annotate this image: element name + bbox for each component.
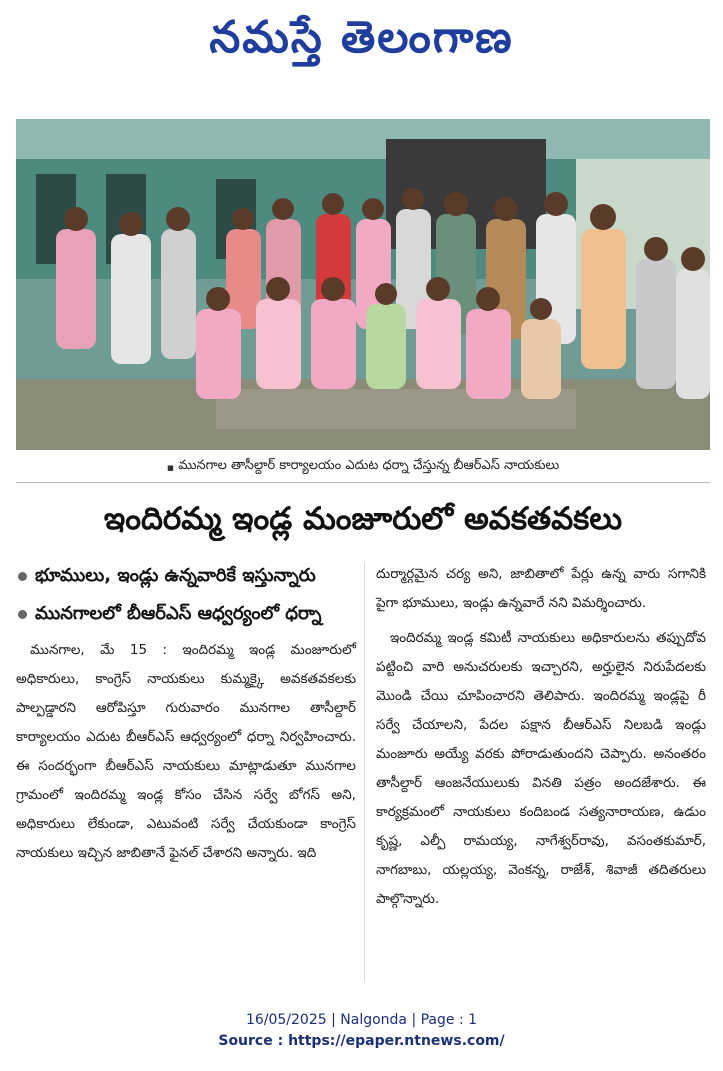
bullet-icon	[18, 572, 27, 581]
column-divider	[364, 562, 365, 982]
footer-source-line: Source : https://epaper.ntnews.com/	[218, 1033, 505, 1049]
news-photo	[16, 119, 710, 450]
bullet-icon	[18, 610, 27, 619]
highlight-text: భూములు, ఇండ్లు ఉన్నవారికే ఇస్తున్నారు	[35, 565, 316, 586]
article-paragraph	[376, 560, 706, 618]
photo-caption	[16, 452, 710, 483]
article-paragraph	[376, 624, 706, 914]
highlight-item	[16, 598, 356, 630]
caption-text: మునగాల తాసీల్దార్ కార్యాలయం ఎదుట ధర్నా చేస్తున్న బీఆర్ఎస్ నాయకులు	[178, 458, 560, 473]
article-paragraph-text: మునగాల, మే 15 : ఇందిరమ్మ ఇండ్ల మంజూరులో అధికారులు, కాంగ్రెస్ నాయకులు కుమ్మక్కై అవకతవకలకు పాల్పడ్డారని ఆరోపిస్తూ గురువారం మునగాల తాసీల్దార్ కార్యాలయం ఎదుట బీఆర్ఎస్ ఆధ్వర్యంలో ధర్నా నిర్వహించారు. ఈ సందర్భంగా బీఆర్ఎస్ నాయకులు మాట్లాడుతూ మునగాల గ్రామంలో ఇందిరమ్మ ఇండ్ల కోసం చేసిన సర్వే బోగస్ అని, అధికారులు లేకుండా, ఎటువంటి సర్వే చేయకుండా కాంగ్రెస్ నాయకులు ఇచ్చిన జాబితానే ఫైనల్ చేశారని అన్నారు. ఇది	[16, 642, 356, 861]
highlight-text: మునగాలలో బీఆర్ఎస్ ఆధ్వర్యంలో ధర్నా	[35, 603, 322, 624]
headline: ఇందిరమ్మ ఇండ్ల మంజూరులో అవకతవకలు	[103, 501, 623, 537]
caption-marker-icon: ▪	[166, 460, 175, 474]
footer-date-line: 16/05/2025 | Nalgonda | Page : 1	[245, 1012, 478, 1028]
highlight-item	[16, 560, 356, 592]
article-paragraph-text: దుర్మార్గమైన చర్య అని, జాబితాలో పేర్లు ఉన్న వారు సగానికి పైగా భూములు, ఇండ్లు ఉన్నవారే నని విమర్శించారు.	[376, 566, 706, 611]
masthead	[0, 6, 723, 70]
article-right-column	[376, 560, 706, 914]
article-left-column	[16, 560, 356, 868]
footer	[0, 1010, 723, 1052]
article-paragraph	[16, 636, 356, 868]
newspaper-title: నమస్తే తెలంగాణ	[209, 12, 514, 63]
article-paragraph-text: ఇందిరమ్మ ఇండ్ల కమిటీ నాయకులు అధికారులను తప్పుదోవ పట్టించి వారి అనుచరులకు ఇచ్చారని, అర్హులైన నిరుపేదలకు మొండి చేయి చూపించారని తెలిపారు. ఇందిరమ్మ ఇండ్లపై రీ సర్వే చేయాలని, పేదల పక్షాన బీఆర్ఎస్ నిలబడి ఇండ్లు మంజూరు అయ్యే వరకు పోరాడుతుందని చెప్పారు. అనంతరం తాసీల్దార్ ఆంజనేయులుకు వినతి పత్రం అందజేశారు. ఈ కార్యక్రమంలో నాయకులు కందిబండ సత్యనారాయణ, ఉడుం కృష్ణ, ఎల్పీ రామయ్య, నాగేశ్వర్‌రావు, వసంతకుమార్, నాగబాబు, యల్లయ్య, వెంకన్న, రాజేశ్, శివాజీ తదితరులు పాల్గొన్నారు.	[376, 630, 706, 907]
